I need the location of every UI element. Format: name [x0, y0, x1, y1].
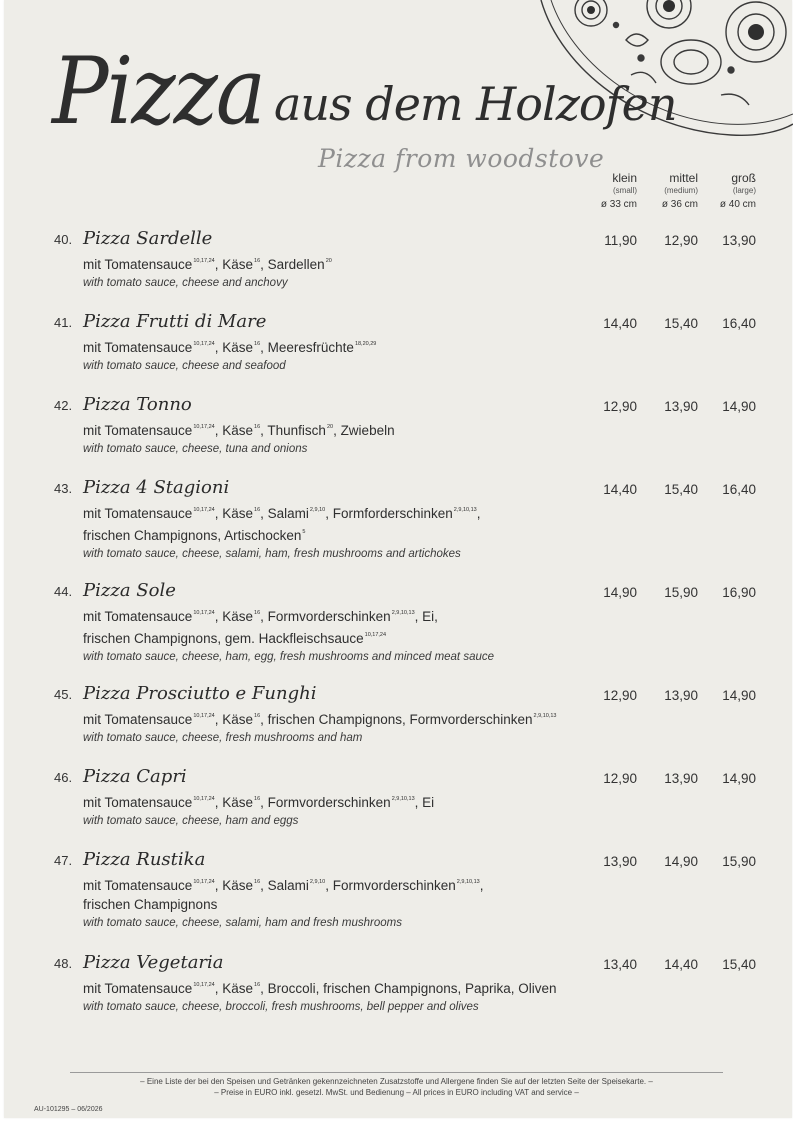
item-description	[83, 418, 583, 458]
price-medium: 15,40	[664, 482, 698, 497]
allergen-codes: 16	[254, 507, 261, 513]
description-line	[83, 418, 583, 440]
item-name: Pizza Tonno	[83, 394, 192, 415]
price-medium: 13,90	[664, 399, 698, 414]
price-large: 15,40	[722, 957, 756, 972]
description-line	[83, 523, 583, 545]
title-rest: aus dem Holzofen	[273, 77, 677, 131]
allergen-codes: 10,17,24	[193, 796, 215, 802]
allergen-codes: 20	[325, 258, 332, 264]
ingredient-text: , Sardellen	[260, 257, 325, 272]
price-small: 14,40	[603, 482, 637, 497]
item-name: Pizza Sardelle	[83, 228, 213, 249]
item-english-description: with tomato sauce, cheese and anchovy	[83, 277, 288, 289]
size-cm: ø 36 cm	[661, 199, 698, 210]
item-english-description: with tomato sauce, cheese, broccoli, fresh mushrooms, bell pepper and olives	[83, 1001, 479, 1013]
allergen-codes: 10,17,24	[193, 982, 215, 988]
ingredient-text: , Salami	[260, 878, 309, 893]
size-cm: ø 40 cm	[719, 199, 756, 210]
allergen-codes: 10,17,24	[193, 713, 215, 719]
item-number: 47.	[54, 853, 73, 868]
price-medium: 13,90	[664, 771, 698, 786]
size-label: groß	[731, 171, 756, 185]
description-line	[83, 707, 583, 729]
allergen-codes: 10,17,24	[193, 610, 215, 616]
item-description	[83, 501, 583, 563]
footer-divider	[70, 1072, 723, 1073]
ingredient-text: , Ei,	[414, 609, 438, 624]
ingredient-text: , Käse	[214, 340, 254, 355]
item-number: 43.	[54, 481, 73, 496]
page-title	[52, 37, 677, 154]
ingredient-text: , Meeresfrüchte	[260, 340, 354, 355]
price-small: 12,90	[603, 688, 637, 703]
ingredient-text: ,	[476, 506, 481, 521]
ingredient-text: , Käse	[214, 506, 254, 521]
ingredient-text: frischen Champignons	[83, 897, 218, 912]
document-code: AU-101295 – 06/2026	[34, 1106, 103, 1113]
allergen-codes: 16	[254, 424, 261, 430]
item-description	[83, 976, 583, 1016]
item-english-description: with tomato sauce, cheese, salami, ham, fresh mushrooms and artichokes	[83, 548, 461, 560]
allergen-codes: 10,17,24	[193, 341, 215, 347]
title-pizza: Pizza	[52, 37, 264, 145]
allergen-codes: 2,9,10	[309, 879, 326, 885]
allergen-codes: 2,9,10,13	[533, 713, 557, 719]
price-medium: 14,90	[664, 854, 698, 869]
ingredient-text: , Käse	[214, 257, 254, 272]
allergen-codes: 18,20,29	[354, 341, 377, 347]
item-number: 45.	[54, 687, 73, 702]
ingredient-text: , Käse	[214, 981, 254, 996]
ingredient-text: , Käse	[214, 795, 254, 810]
price-medium: 13,90	[664, 688, 698, 703]
ingredient-text: , Formvorderschinken	[325, 878, 456, 893]
ingredient-text: , Käse	[214, 423, 254, 438]
ingredient-text: mit Tomatensauce	[83, 257, 193, 272]
item-name: Pizza Prosciutto e Funghi	[83, 683, 317, 704]
price-medium: 15,90	[664, 585, 698, 600]
ingredient-text: mit Tomatensauce	[83, 423, 193, 438]
ingredient-text: , Ei	[414, 795, 435, 810]
footer-price-note: – Preise in EURO inkl. gesetzl. MwSt. und Bedienung – All prices in EURO including VAT and service –	[214, 1088, 579, 1097]
price-small: 13,90	[603, 854, 637, 869]
ingredient-text: , Formvorderschinken	[260, 795, 391, 810]
price-small: 11,90	[604, 233, 637, 248]
ingredient-text: , Formforderschinken	[325, 506, 453, 521]
size-header-0	[577, 172, 637, 210]
item-name: Pizza Frutti di Mare	[83, 311, 267, 332]
size-en: (small)	[613, 186, 637, 195]
size-label: klein	[612, 171, 637, 185]
item-english-description: with tomato sauce, cheese, ham, egg, fresh mushrooms and minced meat sauce	[83, 651, 495, 663]
allergen-codes: 2,9,10,13	[453, 507, 477, 513]
allergen-codes: 10,17,24	[193, 507, 215, 513]
allergen-codes: 20	[326, 424, 334, 430]
description-line	[83, 790, 583, 812]
size-label: mittel	[669, 171, 698, 185]
price-large: 14,90	[722, 771, 756, 786]
item-number: 40.	[54, 232, 73, 247]
price-large: 13,90	[722, 233, 756, 248]
item-name: Pizza Rustika	[83, 849, 206, 870]
allergen-codes: 2,9,10,13	[391, 610, 415, 616]
price-small: 12,90	[603, 399, 637, 414]
ingredient-text: , Käse	[214, 878, 254, 893]
size-en: (medium)	[664, 186, 698, 195]
price-large: 14,90	[722, 399, 756, 414]
item-number: 42.	[54, 398, 73, 413]
item-english-description: with tomato sauce, cheese, tuna and onions	[83, 443, 308, 455]
description-line	[83, 252, 583, 274]
item-description	[83, 335, 583, 375]
price-medium: 12,90	[664, 233, 698, 248]
price-large: 14,90	[722, 688, 756, 703]
item-name: Pizza Vegetaria	[83, 952, 224, 973]
item-description	[83, 604, 583, 666]
ingredient-text: , Thunfisch	[260, 423, 326, 438]
ingredient-text: , Käse	[214, 609, 254, 624]
ingredient-text: frischen Champignons, Artischocken	[83, 528, 302, 543]
item-name: Pizza Sole	[83, 580, 176, 601]
allergen-codes: 16	[254, 713, 261, 719]
footer-allergen-note: – Eine Liste der bei den Speisen und Getränken gekennzeichneten Zusatzstoffe und Allergene finden Sie auf der letzten Seite der Speisekarte. –	[140, 1077, 653, 1086]
allergen-codes: 16	[254, 879, 261, 885]
description-line	[83, 626, 583, 648]
size-cm: ø 33 cm	[600, 199, 637, 210]
item-english-description: with tomato sauce, cheese, ham and eggs	[83, 815, 299, 827]
item-english-description: with tomato sauce, cheese, salami, ham and fresh mushrooms	[83, 917, 402, 929]
item-number: 44.	[54, 584, 73, 599]
allergen-codes: 2,9,10,13	[391, 796, 415, 802]
price-small: 12,90	[603, 771, 637, 786]
description-line	[83, 873, 583, 895]
ingredient-text: mit Tomatensauce	[83, 506, 193, 521]
allergen-codes: 2,9,10,13	[456, 879, 480, 885]
price-medium: 14,40	[664, 957, 698, 972]
allergen-codes: 16	[254, 982, 261, 988]
ingredient-text: , Salami	[260, 506, 309, 521]
allergen-codes: 16	[254, 796, 261, 802]
price-large: 16,40	[722, 482, 756, 497]
ingredient-text: mit Tomatensauce	[83, 712, 193, 727]
allergen-codes: 10,17,24	[193, 879, 215, 885]
ingredient-text: ,	[479, 878, 484, 893]
price-large: 16,40	[722, 316, 756, 331]
item-number: 48.	[54, 956, 73, 971]
allergen-codes: 10,17,24	[364, 632, 387, 638]
price-small: 14,90	[603, 585, 637, 600]
description-line	[83, 335, 583, 357]
ingredient-text: mit Tomatensauce	[83, 981, 193, 996]
allergen-codes: 16	[254, 258, 261, 264]
ingredient-text: mit Tomatensauce	[83, 609, 193, 624]
allergen-codes: 16	[254, 610, 261, 616]
item-english-description: with tomato sauce, cheese and seafood	[83, 360, 286, 372]
ingredient-text: mit Tomatensauce	[83, 795, 193, 810]
description-line	[83, 604, 583, 626]
price-small: 14,40	[603, 316, 637, 331]
allergen-codes: 10,17,24	[193, 424, 215, 430]
allergen-codes: 2,9,10	[309, 507, 326, 513]
item-name: Pizza Capri	[83, 766, 187, 787]
item-number: 41.	[54, 315, 73, 330]
ingredient-text: , Käse	[214, 712, 254, 727]
description-line	[83, 501, 583, 523]
item-number: 46.	[54, 770, 73, 785]
item-description	[83, 707, 583, 747]
ingredient-text: mit Tomatensauce	[83, 878, 193, 893]
price-large: 15,90	[722, 854, 756, 869]
size-en: (large)	[732, 186, 756, 195]
ingredient-text: mit Tomatensauce	[83, 340, 193, 355]
price-small: 13,40	[603, 957, 637, 972]
description-line	[83, 895, 583, 914]
ingredient-text: frischen Champignons, gem. Hackfleischsauce	[83, 631, 364, 646]
ingredient-text: , Formvorderschinken	[260, 609, 391, 624]
size-header-1	[638, 172, 698, 210]
size-header-2	[696, 172, 756, 210]
ingredient-text: , Zwiebeln	[333, 423, 395, 438]
allergen-codes: 5	[302, 529, 306, 535]
allergen-codes: 10,17,24	[193, 258, 215, 264]
item-name: Pizza 4 Stagioni	[83, 477, 230, 498]
allergen-codes: 16	[254, 341, 261, 347]
ingredient-text: , Broccoli, frischen Champignons, Paprika, Oliven	[260, 981, 557, 996]
price-large: 16,90	[722, 585, 756, 600]
ingredient-text: , frischen Champignons, Formvorderschinken	[260, 712, 533, 727]
price-medium: 15,40	[664, 316, 698, 331]
item-description	[83, 873, 583, 932]
page-subtitle: Pizza from woodstove	[318, 144, 605, 173]
description-line	[83, 976, 583, 998]
item-english-description: with tomato sauce, cheese, fresh mushrooms and ham	[83, 732, 363, 744]
item-description	[83, 252, 583, 292]
item-description	[83, 790, 583, 830]
